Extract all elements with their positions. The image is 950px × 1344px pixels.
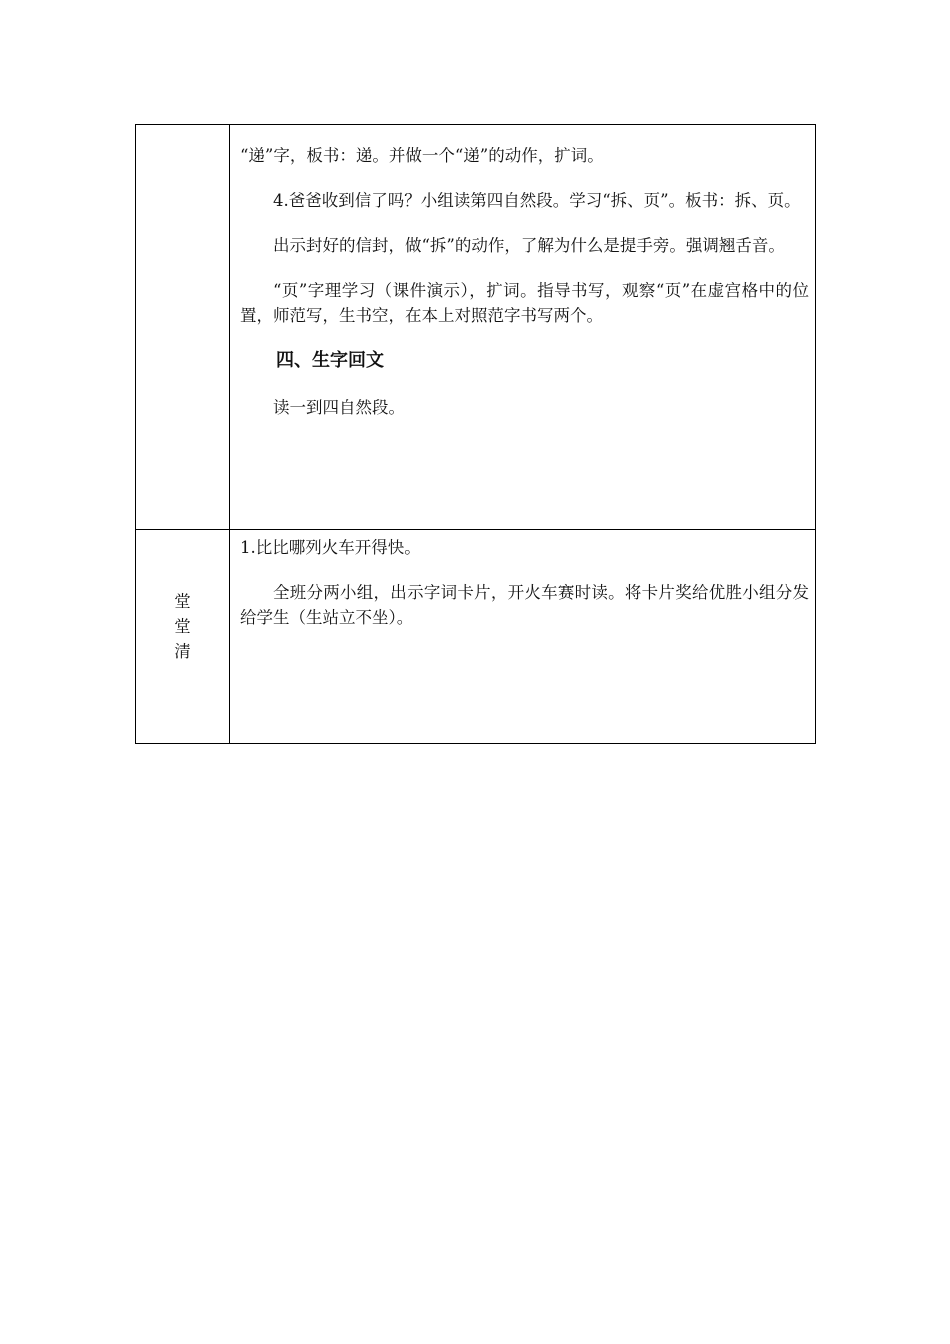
paragraph-ye-writing: “页”字理学习（课件演示），扩词。指导书写，观察“页”在虚宫格中的位置，师范写，生书空，在本上对照范字书写两个。 <box>240 281 809 325</box>
classroom-exercise-cell <box>230 530 816 744</box>
paragraph-reading: 读一到四自然段。 <box>273 398 405 417</box>
label-char: 堂 <box>174 592 191 611</box>
row-label-empty <box>136 125 230 530</box>
section-heading: 四、生字回文 <box>276 350 384 371</box>
label-char: 清 <box>174 642 191 661</box>
lesson-plan-table <box>135 124 816 744</box>
exercise-description: 全班分两小组，出示字词卡片，开火车赛时读。将卡片奖给优胜小组分发给学生（生站立不坐）。 <box>240 583 809 627</box>
table-row <box>136 125 816 530</box>
label-char: 堂 <box>174 617 191 636</box>
table-row <box>136 530 816 744</box>
paragraph-step-4: 4.爸爸收到信了吗？小组读第四自然段。学习“拆、页”。板书：拆、页。 <box>273 191 801 210</box>
teaching-steps-cell <box>230 125 816 530</box>
row-label-tangtangqing <box>136 530 230 744</box>
paragraph-chai-action: 出示封好的信封，做“拆”的动作，了解为什么是提手旁。强调翘舌音。 <box>273 236 785 255</box>
exercise-item: 1.比比哪列火车开得快。 <box>240 538 421 557</box>
paragraph-di-character: “递”字，板书：递。并做一个“递”的动作，扩词。 <box>240 146 604 165</box>
